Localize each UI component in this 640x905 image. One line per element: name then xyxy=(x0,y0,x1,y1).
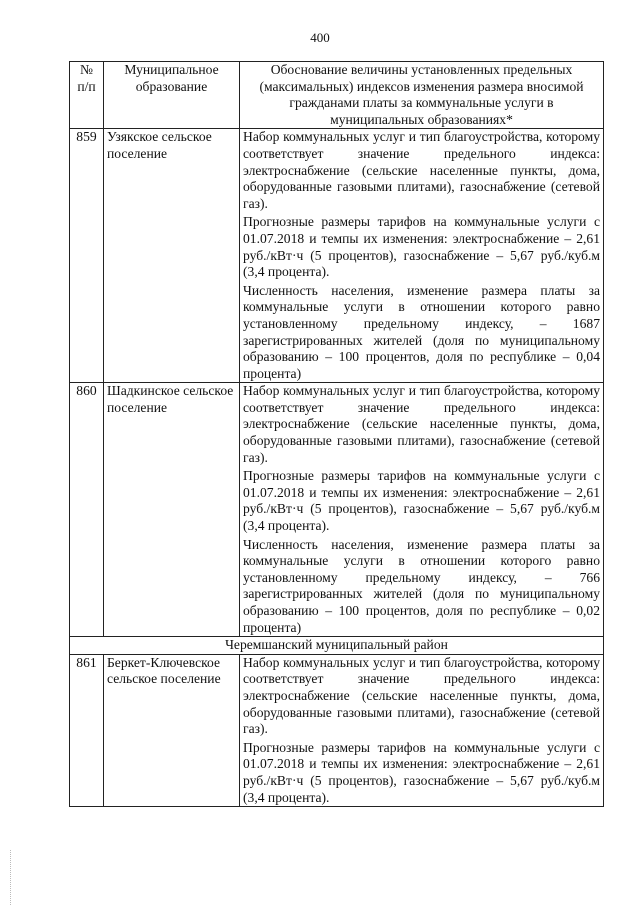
population-paragraph: Численность населения, изменение размера платы за коммунальные услуги в отношении которого равно установленному предельному индексу, – 1687 зарегистрированных жителей (доля по муниципальному образованию – 100 процентов, доля по республике – 0,04 процента) xyxy=(243,282,600,381)
table-header-row xyxy=(70,62,604,129)
district-row xyxy=(70,637,604,655)
services-paragraph: Набор коммунальных услуг и тип благоустройства, которому соответствует значение предельного индекса: электроснабжение (сельские населенные пункты, дома, оборудованные газовыми плитами), газоснабжение (сетевой газ). xyxy=(243,129,600,211)
row-number: 859 xyxy=(70,129,104,383)
justification-cell xyxy=(240,654,604,806)
tariffs-paragraph: Прогнозные размеры тарифов на коммунальные услуги с 01.07.2018 и темпы их изменения: электроснабжение – 2,61 руб./кВт·ч (5 процентов), газоснабжение – 5,67 руб./куб.м (3,4 процента). xyxy=(243,739,600,805)
municipality-name: Шадкинское сельское поселение xyxy=(104,383,240,637)
table-row xyxy=(70,654,604,806)
justification-cell xyxy=(240,383,604,637)
row-number: 860 xyxy=(70,383,104,637)
services-paragraph: Набор коммунальных услуг и тип благоустройства, которому соответствует значение предельного индекса: электроснабжение (сельские населенные пункты, дома, оборудованные газовыми плитами), газоснабжение (сетевой газ). xyxy=(243,383,600,465)
district-name: Черемшанский муниципальный район xyxy=(70,637,604,655)
population-paragraph: Численность населения, изменение размера платы за коммунальные услуги в отношении которого равно установленному предельному индексу, – 766 зарегистрированных жителей (доля по муниципальному образованию – 100 процентов, доля по республике – 0,02 процента) xyxy=(243,536,600,635)
scan-margin-mark xyxy=(10,850,12,905)
table-row xyxy=(70,383,604,637)
municipality-name: Беркет-Ключевское сельское поселение xyxy=(104,654,240,806)
tariff-table xyxy=(69,61,604,807)
row-number: 861 xyxy=(70,654,104,806)
justification-cell xyxy=(240,129,604,383)
tariffs-paragraph: Прогнозные размеры тарифов на коммунальные услуги с 01.07.2018 и темпы их изменения: электроснабжение – 2,61 руб./кВт·ч (5 процентов), газоснабжение – 5,67 руб./куб.м (3,4 процента). xyxy=(243,214,600,280)
services-paragraph: Набор коммунальных услуг и тип благоустройства, которому соответствует значение предельного индекса: электроснабжение (сельские населенные пункты, дома, оборудованные газовыми плитами), газоснабжение (сетевой газ). xyxy=(243,654,600,737)
header-municipality: Муниципальное образование xyxy=(104,62,240,129)
header-justification: Обоснование величины установленных предельных (максимальных) индексов изменения размера вносимой гражданами платы за коммунальные услуги в муниципальных образованиях* xyxy=(240,62,604,129)
municipality-name: Узякское сельское поселение xyxy=(104,129,240,383)
header-num: № п/п xyxy=(70,62,104,129)
tariffs-paragraph: Прогнозные размеры тарифов на коммунальные услуги с 01.07.2018 и темпы их изменения: электроснабжение – 2,61 руб./кВт·ч (5 процентов), газоснабжение – 5,67 руб./куб.м (3,4 процента). xyxy=(243,468,600,534)
table-row xyxy=(70,129,604,383)
page-number: 400 xyxy=(310,30,330,45)
